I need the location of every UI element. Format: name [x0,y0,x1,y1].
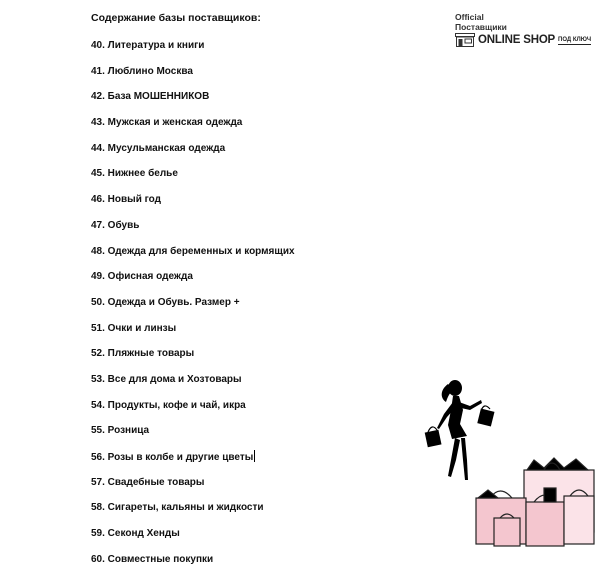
logo-brand-text: ONLINE SHOP [478,34,556,46]
text-cursor [254,450,255,462]
list-item: 54. Продукты, кофе и чай, икра [91,399,246,411]
list-item: 57. Свадебные товары [91,476,205,488]
supplier-list [91,39,295,578]
list-item: 46. Новый год [91,194,161,206]
list-item: 41. Люблино Москва [91,65,193,77]
list-item: 40. Литература и книги [91,40,205,51]
shopping-bags-icon [476,458,594,546]
list-item: 52. Пляжные товары [91,348,195,360]
shopping-woman-illustration [418,376,596,548]
list-item: 50. Одежда и Обувь. Размер + [91,296,240,308]
logo-tagline: ПОД КЛЮЧ [558,36,592,43]
list-item: 49. Офисная одежда [91,271,193,283]
list-item: 47. Обувь [91,219,140,231]
list-item: 58. Сигареты, кальяны и жидкости [91,502,264,514]
storefront-icon [455,33,475,47]
brand-logo [455,12,595,47]
woman-silhouette-icon [425,380,495,480]
list-item: 59. Секонд Хенды [91,528,180,540]
list-item: 42. База МОШЕННИКОВ [91,91,210,103]
document-title: Содержание базы поставщиков: [91,12,261,24]
logo-row [455,33,595,47]
list-item: 51. Очки и линзы [91,322,177,334]
list-item: 44. Мусульманская одежда [91,142,226,154]
logo-line-suppliers: Поставщики [455,22,507,32]
list-item: 56. Розы в колбе и другие цветы [91,452,254,463]
list-item: 45. Нижнее белье [91,168,178,180]
list-item: 48. Одежда для беременных и кормящих [91,245,295,257]
list-item: 60. Совместные покупки [91,553,214,565]
logo-line-official: Official [455,12,484,22]
list-item: 55. Розница [91,425,150,437]
list-item: 43. Мужская и женская одежда [91,117,243,129]
list-item: 53. Все для дома и Хозтовары [91,373,242,385]
